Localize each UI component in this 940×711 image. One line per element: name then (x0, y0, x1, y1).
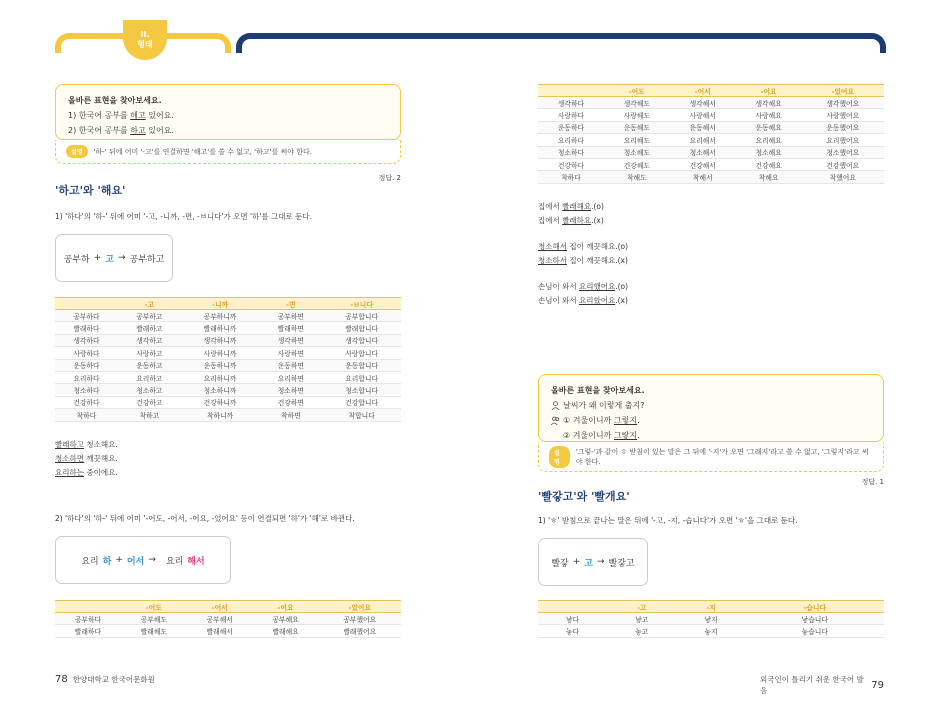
example-sentence: 요리하는 중이에요. (55, 468, 118, 477)
table-cell: 요리하니까 (181, 371, 260, 383)
right-quiz-box (538, 374, 884, 442)
example-sentence: 청소하면 깨끗해요. (55, 454, 118, 463)
table-cell: 요리하고 (118, 371, 181, 383)
right-answer: 정답. 1 (861, 478, 884, 486)
header-bar-right (236, 33, 886, 53)
table-left-1 (55, 297, 401, 422)
page-number-left: 78 (55, 674, 68, 685)
table-row (55, 347, 401, 359)
table-cell: 운동하다 (538, 121, 604, 133)
table-row (55, 310, 401, 322)
table-cell: 사랑하다 (538, 109, 604, 121)
table-cell: 빨래합니다 (322, 322, 401, 334)
table-cell: 사랑해도 (604, 109, 670, 121)
example-sentence: 집에서 빨래해요.(o) (538, 202, 604, 211)
table-cell: 사랑하고 (118, 347, 181, 359)
table-header-cell: -지 (676, 601, 745, 613)
people-icon (551, 416, 560, 425)
table-cell: 빨래하니까 (181, 322, 260, 334)
table-header-cell: -니까 (181, 298, 260, 310)
left-examples-1 (55, 438, 118, 480)
table-cell: 요리해도 (604, 134, 670, 146)
table-cell: 요리하다 (538, 134, 604, 146)
table-cell: 빨래해요 (253, 625, 319, 637)
table-cell: 사랑해서 (670, 109, 736, 121)
table-cell: 운동했어요 (802, 121, 884, 133)
table-cell: 빨래하고 (118, 322, 181, 334)
formula-box-1: 공부하 + 고 → 공부하고 (55, 234, 173, 282)
table-cell: 건강해요 (736, 158, 802, 170)
example-sentence: 집에서 빨래하요.(x) (538, 216, 604, 225)
table-row (538, 121, 884, 133)
table-cell: 청소하면 (259, 384, 322, 396)
table-cell: 사랑했어요 (802, 109, 884, 121)
table-row (55, 396, 401, 408)
table-cell: 빨래하다 (55, 625, 121, 637)
table-cell: 놓고 (607, 625, 676, 637)
left-footer (55, 674, 155, 685)
table-cell: 건강했어요 (802, 158, 884, 170)
table-header-cell: -어요 (736, 85, 802, 97)
table-header-cell: -어도 (121, 601, 187, 613)
table-cell: 생각해요 (736, 97, 802, 109)
table-header-cell: -어서 (187, 601, 253, 613)
table-header-cell: -어서 (670, 85, 736, 97)
table-cell: 낳습니다 (746, 613, 884, 625)
example-sentence: 빨래하고 청소해요. (55, 440, 118, 449)
table-cell: 건강하면 (259, 396, 322, 408)
table-row (55, 371, 401, 383)
example-sentence: 손님이 와서 요리했어요.(o) (538, 282, 629, 291)
person-icon (551, 401, 560, 410)
table-row (538, 171, 884, 183)
table-header-cell: -었어요 (802, 85, 884, 97)
table-header-cell: -어도 (604, 85, 670, 97)
table-cell: 생각해도 (604, 97, 670, 109)
footer-right-text: 외국인이 틀리기 쉬운 한국어 발음 (760, 675, 864, 695)
table-header-cell: -고 (607, 601, 676, 613)
quiz-option-1: 1) 한국어 공부를 해고 있어요. (68, 111, 174, 120)
table-cell: 사랑하다 (55, 347, 118, 359)
table-row (55, 322, 401, 334)
table-cell: 착하면 (259, 409, 322, 421)
chapter-label: 형태 (137, 40, 153, 49)
table-cell: 청소하고 (118, 384, 181, 396)
left-explain-box (55, 140, 401, 164)
table-cell: 생각했어요 (802, 97, 884, 109)
table-cell: 놓습니다 (746, 625, 884, 637)
formula-box-3: 빨갛 + 고 → 빨갛고 (538, 538, 648, 586)
table-header-cell (55, 298, 118, 310)
table-cell: 요리하다 (55, 371, 118, 383)
table-cell: 사랑해요 (736, 109, 802, 121)
table-cell: 공부해요 (253, 613, 319, 625)
table-header-cell (55, 601, 121, 613)
chapter-tab (123, 20, 167, 60)
page-number-right: 79 (871, 679, 884, 691)
table-cell: 빨래하다 (55, 322, 118, 334)
table-cell: 청소합니다 (322, 384, 401, 396)
table-cell: 생각해서 (670, 97, 736, 109)
table-cell: 운동하고 (118, 359, 181, 371)
table-cell: 착하다 (538, 171, 604, 183)
table-cell: 운동합니다 (322, 359, 401, 371)
table-cell: 청소해서 (670, 146, 736, 158)
table-cell: 청소하다 (55, 384, 118, 396)
table-cell: 사랑합니다 (322, 347, 401, 359)
table-cell: 요리했어요 (802, 134, 884, 146)
left-rule-2: 2) '하다'의 '하-' 뒤에 어미 '-어도, -어서, -어요, -었어요' 등이 연결되면 '하'가 '해'로 바뀐다. (55, 514, 355, 523)
table-cell: 요리해요 (736, 134, 802, 146)
table-cell: 생각하다 (55, 334, 118, 346)
table-cell: 착했어요 (802, 171, 884, 183)
table-cell: 건강하다 (538, 158, 604, 170)
table-cell: 빨래했어요 (319, 625, 401, 637)
right-examples (538, 200, 884, 308)
table-cell: 빨래해도 (121, 625, 187, 637)
table-row (538, 134, 884, 146)
table-cell: 공부했어요 (319, 613, 401, 625)
table-row (55, 625, 401, 637)
table-row (538, 625, 884, 637)
example-sentence: 손님이 와서 요리핬어요.(x) (538, 296, 628, 305)
right-rule-1: 1) 'ㅎ' 받침으로 끝나는 말은 뒤에 '-고, -지, -습니다'가 오면 'ㅎ'을 그대로 둔다. (538, 516, 798, 525)
table-row (55, 613, 401, 625)
table-cell: 건강해도 (604, 158, 670, 170)
table-header-cell: -고 (118, 298, 181, 310)
table-cell: 운동하다 (55, 359, 118, 371)
explain-badge: 설명 (549, 446, 570, 468)
table-cell: 착해요 (736, 171, 802, 183)
table-cell: 착하니까 (181, 409, 260, 421)
table-cell: 운동해서 (670, 121, 736, 133)
table-row (55, 409, 401, 421)
left-rule-1: 1) '하다'의 '하-' 뒤에 어미 '-고, -니까, -면, -ㅂ니다'가 오면 '하'를 그대로 둔다. (55, 212, 312, 221)
table-cell: 착하다 (55, 409, 118, 421)
table-left-2 (55, 600, 401, 638)
table-cell: 착하고 (118, 409, 181, 421)
quiz-answer-2: ② 겨울이니까 그랗지. (563, 431, 640, 440)
table-cell: 착해도 (604, 171, 670, 183)
quiz-title: 올바른 표현을 찾아보세요. (68, 96, 162, 105)
table-cell: 요리합니다 (322, 371, 401, 383)
table-cell: 낳다 (538, 613, 607, 625)
explain-badge: 설명 (66, 145, 88, 158)
table-cell: 공부하고 (118, 310, 181, 322)
table-cell: 공부하다 (55, 613, 121, 625)
explain-text: '그렇-'과 같이 ㅎ 받침이 있는 말은 그 뒤에 '-지'가 오면 '그래지'라고 쓸 수 없고, '그렇지'라고 써야 한다. (575, 447, 869, 466)
table-cell: 공부하다 (55, 310, 118, 322)
table-row (55, 334, 401, 346)
table-cell: 청소했어요 (802, 146, 884, 158)
table-cell: 빨래하면 (259, 322, 322, 334)
right-section-title: '빨갛고'와 '빨개요' (538, 490, 630, 503)
table-cell: 요리하면 (259, 371, 322, 383)
table-right-2 (538, 600, 884, 638)
example-sentence: 청소하서 집이 깨끗해요.(x) (538, 256, 628, 265)
left-quiz-box (55, 84, 401, 140)
table-header-cell: -어요 (253, 601, 319, 613)
example-sentence: 청소해서 집이 깨끗해요.(o) (538, 242, 629, 251)
table-cell: 사랑하면 (259, 347, 322, 359)
table-header-cell (538, 601, 607, 613)
table-row (538, 97, 884, 109)
table-cell: 건강하고 (118, 396, 181, 408)
quiz-answer-1: ① 겨울이니까 그렇지. (551, 413, 871, 428)
table-cell: 놓지 (676, 625, 745, 637)
chapter-number: II. (140, 30, 150, 39)
table-cell: 요리해서 (670, 134, 736, 146)
left-section-title: '하고'와 '해요' (55, 184, 126, 197)
table-row (55, 359, 401, 371)
table-header-cell: -었어요 (319, 601, 401, 613)
formula-box-2: 요리 하 + 어서 → 요리 해서 (55, 536, 231, 584)
table-header-cell: -면 (259, 298, 322, 310)
table-cell: 청소해요 (736, 146, 802, 158)
explain-text: '하-' 뒤에 어미 '-고'를 연결하면 '해고'를 쓸 수 없고, '하고'를 써야 한다. (93, 147, 313, 156)
table-cell: 청소하다 (538, 146, 604, 158)
table-cell: 생각하면 (259, 334, 322, 346)
table-cell: 공부해서 (187, 613, 253, 625)
table-cell: 생각하니까 (181, 334, 260, 346)
table-cell: 공부해도 (121, 613, 187, 625)
table-cell: 공부하면 (259, 310, 322, 322)
table-cell: 운동하면 (259, 359, 322, 371)
quiz-option-2: 2) 한국어 공부를 하고 있어요. (68, 126, 174, 135)
table-row (538, 613, 884, 625)
right-footer (760, 674, 884, 696)
table-cell: 건강해서 (670, 158, 736, 170)
quiz-title: 올바른 표현을 찾아보세요. (551, 386, 645, 395)
right-explain-box (538, 442, 884, 472)
table-cell: 운동해도 (604, 121, 670, 133)
table-header-cell: -ㅂ니다 (322, 298, 401, 310)
table-cell: 건강합니다 (322, 396, 401, 408)
table-cell: 청소해도 (604, 146, 670, 158)
quiz-question: 날씨가 왜 이렇게 춥지? (551, 398, 871, 413)
table-row (538, 146, 884, 158)
table-header-cell: -습니다 (746, 601, 884, 613)
table-cell: 생각합니다 (322, 334, 401, 346)
left-answer: 정답. 2 (378, 174, 401, 182)
table-cell: 건강하다 (55, 396, 118, 408)
table-cell: 건강하니까 (181, 396, 260, 408)
table-right-1 (538, 84, 884, 184)
table-cell: 착해서 (670, 171, 736, 183)
table-cell: 청소하니까 (181, 384, 260, 396)
table-cell: 생각하다 (538, 97, 604, 109)
table-cell: 낳고 (607, 613, 676, 625)
table-row (538, 158, 884, 170)
table-cell: 운동해요 (736, 121, 802, 133)
table-cell: 놓다 (538, 625, 607, 637)
table-row (538, 109, 884, 121)
footer-left-text: 한양대학교 한국어문화원 (72, 675, 155, 684)
table-cell: 빨래해서 (187, 625, 253, 637)
table-cell: 공부합니다 (322, 310, 401, 322)
table-row (55, 384, 401, 396)
table-cell: 낳지 (676, 613, 745, 625)
table-cell: 공부하니까 (181, 310, 260, 322)
table-header-cell (538, 85, 604, 97)
table-cell: 운동하니까 (181, 359, 260, 371)
table-cell: 착합니다 (322, 409, 401, 421)
table-cell: 사랑하니까 (181, 347, 260, 359)
table-cell: 생각하고 (118, 334, 181, 346)
